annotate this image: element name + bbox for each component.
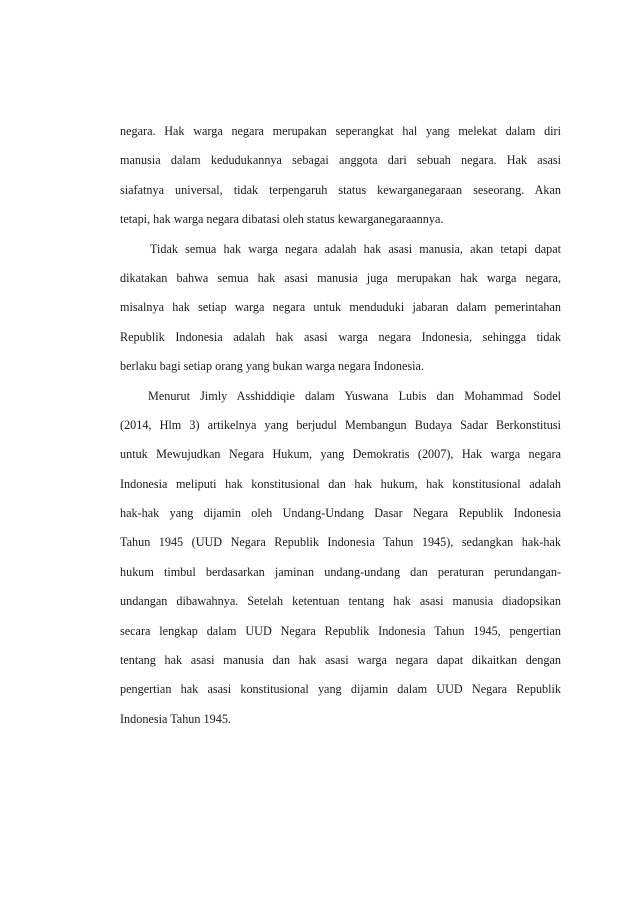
text-line-4: tetapi, hak warga negara dibatasi oleh status kewarganegaraannya. [120,212,444,227]
text-line-3: siafatnya universal, tidak terpengaruh status kewarganegaraan seseorang. Akan [120,182,561,197]
text-line-7: misalnya hak setiap warga negara untuk menduduki jabaran dalam pemerintahan [120,300,561,315]
text-line-17: undangan dibawahnya. Setelah ketentuan tentang hak asasi manusia diadopsikan [120,594,561,609]
text-line-12: untuk Mewujudkan Negara Hukum, yang Demokratis (2007), Hak warga negara [120,447,561,462]
text-line-19: tentang hak asasi manusia dan hak asasi warga negara dapat dikaitkan dengan [120,653,561,668]
text-line-5: Tidak semua hak warga negara adalah hak asasi manusia, akan tetapi dapat [150,241,561,256]
text-line-10: Menurut Jimly Asshiddiqie dalam Yuswana Lubis dan Mohammad Sodel [148,388,561,403]
text-line-16: hukum timbul berdasarkan jaminan undang-undang dan peraturan perundangan- [120,564,561,579]
text-line-18: secara lengkap dalam UUD Negara Republik Indonesia Tahun 1945, pengertian [120,623,561,638]
text-line-2: manusia dalam kedudukannya sebagai anggota dari sebuah negara. Hak asasi [120,153,561,168]
text-line-20: pengertian hak asasi konstitusional yang dijamin dalam UUD Negara Republik [120,682,561,697]
text-line-14: hak-hak yang dijamin oleh Undang-Undang Dasar Negara Republik Indonesia [120,506,561,521]
body-text [120,117,561,734]
text-line-1: negara. Hak warga negara merupakan seperangkat hal yang melekat dalam diri [120,124,561,138]
text-line-13: Indonesia meliputi hak konstitusional dan hak hukum, hak konstitusional adalah [120,476,561,491]
text-line-21: Indonesia Tahun 1945. [120,711,231,726]
text-line-11: (2014, Hlm 3) artikelnya yang berjudul Membangun Budaya Sadar Berkonstitusi [120,417,561,432]
text-line-9: berlaku bagi setiap orang yang bukan warga negara Indonesia. [120,359,425,374]
text-line-6: dikatakan bahwa semua hak asasi manusia juga merupakan hak warga negara, [120,270,561,285]
text-line-15: Tahun 1945 (UUD Negara Republik Indonesia Tahun 1945), sedangkan hak-hak [120,535,561,550]
text-line-8: Republik Indonesia adalah hak asasi warga negara Indonesia, sehingga tidak [120,329,561,344]
